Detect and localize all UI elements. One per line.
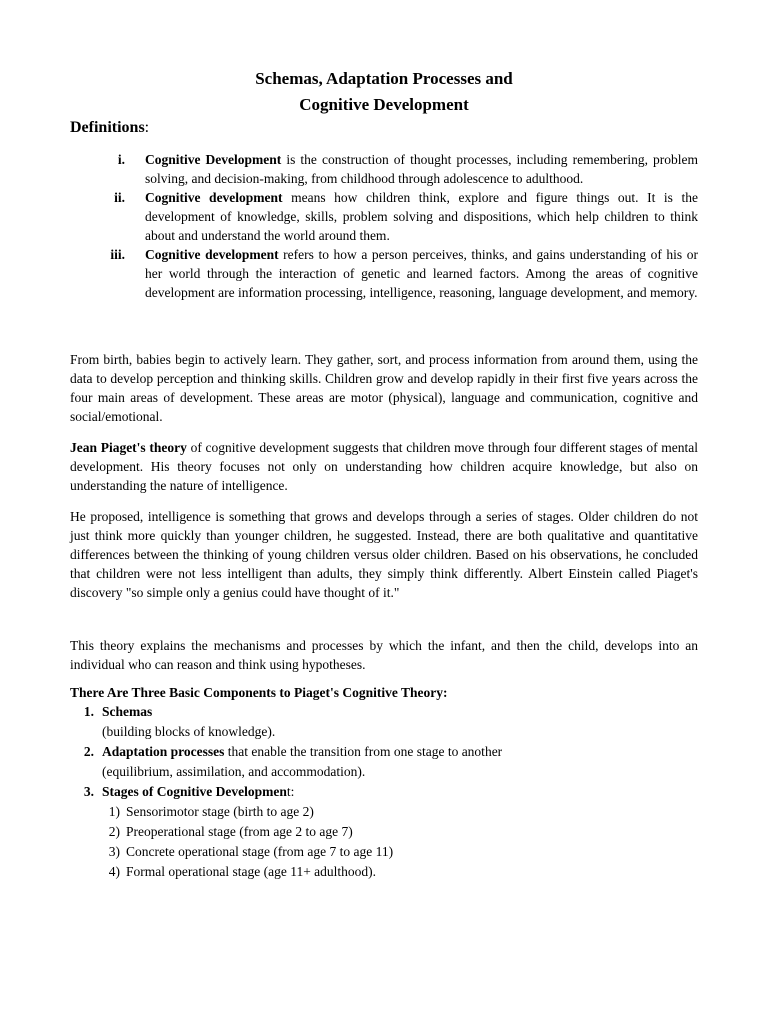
definition-body: means how children think, explore and figure things out. It is the development of knowledge, skills, problem solving and dispositions, which help children to think about and understand the world around them. — [145, 190, 698, 243]
definition-text — [145, 245, 698, 302]
stage-number: 2) — [108, 824, 120, 839]
component-number: 1. — [83, 704, 94, 719]
stage-item — [102, 802, 698, 822]
component-item — [70, 702, 698, 742]
component-title: Schemas — [102, 704, 153, 719]
component-item — [70, 782, 698, 882]
definition-number: iii. — [110, 247, 125, 262]
title-line-2: Cognitive Development — [299, 95, 469, 114]
component-title: Adaptation processes — [102, 744, 225, 759]
component-detail: (equilibrium, assimilation, and accommodation). — [102, 764, 366, 779]
definition-term: Cognitive development — [145, 247, 279, 262]
definitions-heading-text: Definitions — [70, 119, 145, 136]
definition-body: is the construction of thought processes, including remembering, problem solving, and decision-making, from childhood through adolescence to adulthood. — [145, 152, 698, 186]
component-detail: (building blocks of knowledge). — [102, 724, 276, 739]
component-title-end: t — [286, 784, 291, 799]
title-line-1: Schemas, Adaptation Processes and — [255, 69, 513, 88]
definition-text — [145, 188, 698, 245]
component-body — [102, 782, 698, 882]
definitions-heading — [70, 118, 149, 138]
definition-text — [145, 150, 698, 188]
components-heading: There Are Three Basic Components to Piaget's Cognitive Theory: — [70, 685, 448, 700]
definition-item — [70, 188, 698, 245]
component-number: 2. — [83, 744, 94, 759]
component-body — [102, 742, 698, 782]
components-list — [70, 702, 698, 882]
definition-item — [70, 150, 698, 188]
stage-text: Sensorimotor stage (birth to age 2) — [126, 804, 314, 819]
page-title — [0, 66, 768, 118]
component-body — [102, 702, 698, 742]
definition-number: ii. — [114, 190, 125, 205]
definition-term: Cognitive Development — [145, 152, 282, 167]
definitions-list — [70, 150, 698, 302]
component-title-rest: that enable the transition from one stage to another — [224, 744, 503, 759]
definition-item — [70, 245, 698, 302]
stage-text: Preoperational stage (from age 2 to age 7) — [126, 824, 353, 839]
definitions-heading-colon: : — [144, 119, 150, 136]
paragraph-piaget-theory-term: Jean Piaget's theory — [70, 440, 187, 455]
component-title-colon: : — [290, 784, 295, 799]
stage-number: 3) — [108, 844, 120, 859]
stage-number: 1) — [108, 804, 120, 819]
paragraph-early-learning: From birth, babies begin to actively learn. They gather, sort, and process information from around them, using the data to develop perception and thinking skills. Children grow and develop rapidly in their first five years across the four main areas of development. These areas are motor (physical), language and communication, cognitive and social/emotional. — [70, 352, 698, 424]
stage-number: 4) — [108, 864, 120, 879]
definition-body: refers to how a person perceives, thinks, and gains understanding of his or her world through the interaction of genetic and learned factors. Among the areas of cognitive development are information processing, intelligence, reasoning, language development, and memory. — [145, 247, 698, 300]
stage-text: Formal operational stage (age 11+ adulthood). — [126, 864, 377, 879]
stage-item — [102, 842, 698, 862]
paragraph-piaget-theory-body: of cognitive development suggests that children move through four different stages of mental development. His theory focuses not only on understanding how children acquire knowledge, but also on understanding the nature of intelligence. — [70, 440, 699, 493]
definition-term: Cognitive development — [145, 190, 283, 205]
paragraph-piaget-theory — [70, 438, 698, 495]
paragraph-mechanisms: This theory explains the mechanisms and processes by which the infant, and then the child, develops into an individual who can reason and think using hypotheses. — [70, 638, 698, 672]
paragraph-intelligence-stages: He proposed, intelligence is something that grows and develops through a series of stages. Older children do not just think more quickly than younger children, he suggested. Instead, there are both qualitative and quantitative differences between the thinking of young children versus older children. Based on his observations, he concluded that children were not less intelligent than adults, they simply think differently. Albert Einstein called Piaget's discovery "so simple only a genius could have thought of it." — [70, 509, 698, 600]
stage-item — [102, 822, 698, 842]
component-title: Stages of Cognitive Developmen — [102, 784, 287, 799]
stage-text: Concrete operational stage (from age 7 to age 11) — [126, 844, 394, 859]
component-item — [70, 742, 698, 782]
stage-item — [102, 862, 698, 882]
component-number: 3. — [83, 784, 94, 799]
definition-number: i. — [117, 152, 125, 167]
